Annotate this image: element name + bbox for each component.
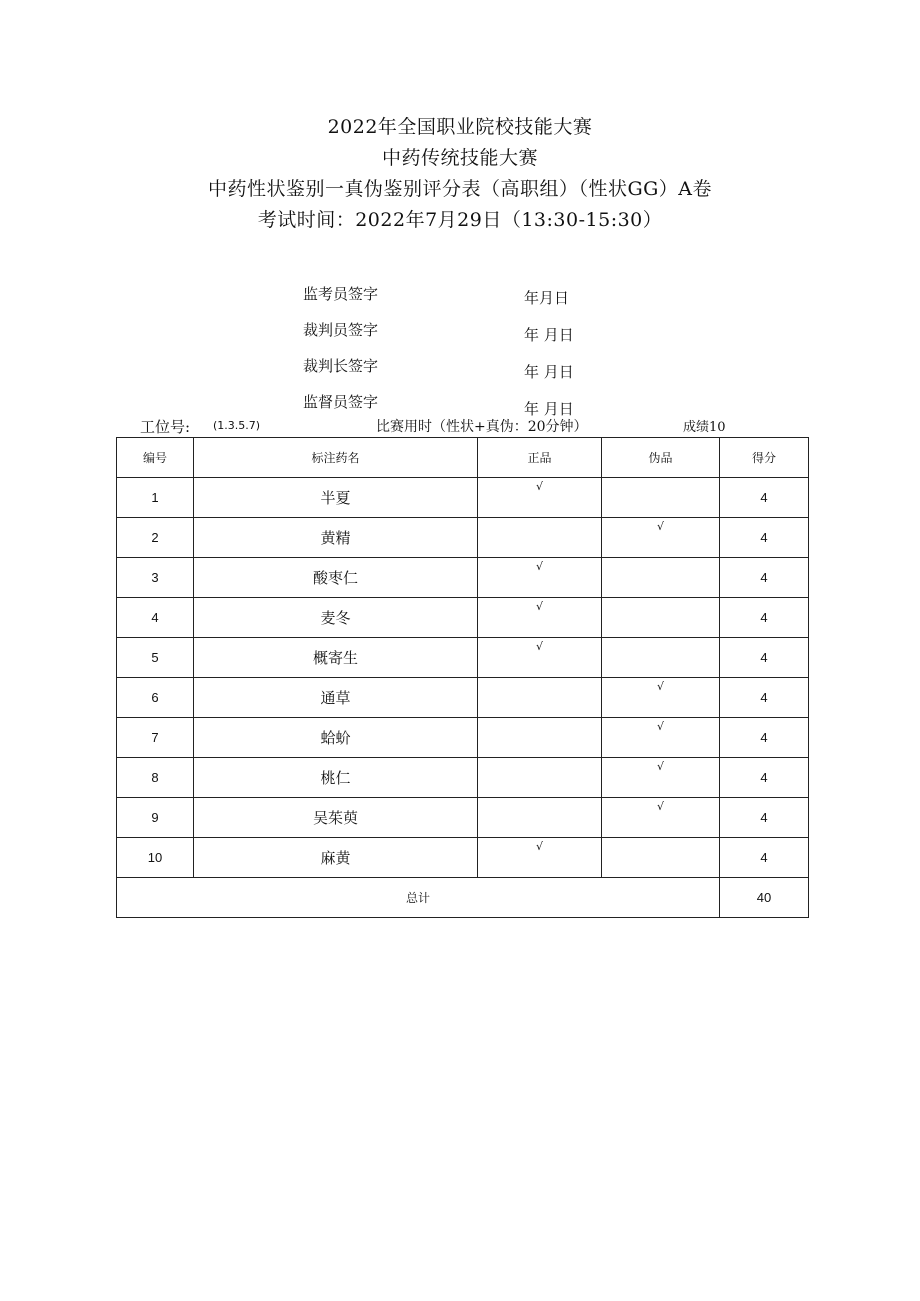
score-table [116,437,809,918]
cell-fake [602,638,720,678]
cell-drug-name: 麻黄 [194,838,478,878]
table-body [117,478,809,878]
time-limit: 比赛用时（性状+真伪：20分钟） [376,419,588,435]
cell-genuine [478,758,602,798]
signature-date: 年 月日 [524,363,574,381]
cell-score: 4 [720,478,809,518]
cell-number: 7 [117,718,194,758]
cell-number: 9 [117,798,194,838]
table-row [117,558,809,598]
cell-genuine [478,678,602,718]
cell-fake [602,478,720,518]
table-header-row [117,438,809,478]
signature-label: 监考员签字 [303,285,379,303]
cell-number: 3 [117,558,194,598]
cell-genuine [478,638,602,678]
table-row [117,478,809,518]
cell-score: 4 [720,798,809,838]
cell-fake [602,558,720,598]
cell-drug-name: 通草 [194,678,478,718]
station-label: 工位号: [140,418,191,436]
cell-genuine [478,798,602,838]
cell-fake [602,758,720,798]
check-mark-icon: √ [535,840,543,853]
cell-score: 4 [720,838,809,878]
header-genuine: 正品 [478,438,602,478]
cell-number: 8 [117,758,194,798]
table-row [117,798,809,838]
signature-label: 裁判员签字 [303,321,379,339]
signature-date: 年 月日 [524,400,574,418]
cell-score: 4 [720,718,809,758]
signature-date: 年 月日 [524,326,574,344]
table-row [117,518,809,558]
table-row [117,678,809,718]
check-mark-icon: √ [656,760,664,773]
header-drug-name: 标注药名 [194,438,478,478]
cell-genuine [478,598,602,638]
check-mark-icon: √ [656,800,664,813]
exam-info-row [0,416,920,436]
signature-label: 监督员签字 [303,393,379,411]
table-row [117,758,809,798]
total-label: 总计 [117,878,720,918]
cell-fake [602,678,720,718]
table-row [117,638,809,678]
document-header [0,112,920,236]
cell-genuine [478,518,602,558]
signature-date: 年月日 [524,289,570,307]
check-mark-icon: √ [535,480,543,493]
score-label: 成绩10 [683,420,726,435]
check-mark-icon: √ [656,720,664,733]
cell-fake [602,518,720,558]
cell-score: 4 [720,598,809,638]
cell-drug-name: 麦冬 [194,598,478,638]
cell-fake [602,718,720,758]
cell-drug-name: 概寄生 [194,638,478,678]
cell-score: 4 [720,558,809,598]
header-number: 编号 [117,438,194,478]
cell-genuine [478,838,602,878]
cell-number: 5 [117,638,194,678]
cell-score: 4 [720,638,809,678]
check-mark-icon: √ [535,640,543,653]
check-mark-icon: √ [656,520,664,533]
form-title: 中药性状鉴别一真伪鉴别评分表（高职组）（性状GG）A卷 [207,178,713,200]
check-mark-icon: √ [535,560,543,573]
competition-title: 2022年全国职业院校技能大赛 [327,116,593,138]
cell-score: 4 [720,678,809,718]
cell-number: 10 [117,838,194,878]
total-row [117,878,809,918]
cell-genuine [478,718,602,758]
cell-number: 1 [117,478,194,518]
event-title: 中药传统技能大赛 [381,147,538,169]
check-mark-icon: √ [656,680,664,693]
cell-drug-name: 黄精 [194,518,478,558]
cell-number: 6 [117,678,194,718]
table-row [117,718,809,758]
cell-drug-name: 半夏 [194,478,478,518]
total-value: 40 [720,878,809,918]
header-score: 得分 [720,438,809,478]
check-mark-icon: √ [535,600,543,613]
cell-fake [602,798,720,838]
cell-drug-name: 蛤蚧 [194,718,478,758]
cell-fake [602,598,720,638]
cell-drug-name: 吴茱萸 [194,798,478,838]
cell-drug-name: 酸枣仁 [194,558,478,598]
cell-genuine [478,478,602,518]
exam-time: 考试时间：2022年7月29日（13:30-15:30） [257,209,663,231]
table-row [117,838,809,878]
station-value: (1.3.5.7) [213,419,261,432]
cell-number: 4 [117,598,194,638]
cell-drug-name: 桃仁 [194,758,478,798]
header-fake: 伪品 [602,438,720,478]
cell-score: 4 [720,758,809,798]
signature-label: 裁判长签字 [303,357,379,375]
cell-score: 4 [720,518,809,558]
cell-fake [602,838,720,878]
table-row [117,598,809,638]
cell-genuine [478,558,602,598]
cell-number: 2 [117,518,194,558]
